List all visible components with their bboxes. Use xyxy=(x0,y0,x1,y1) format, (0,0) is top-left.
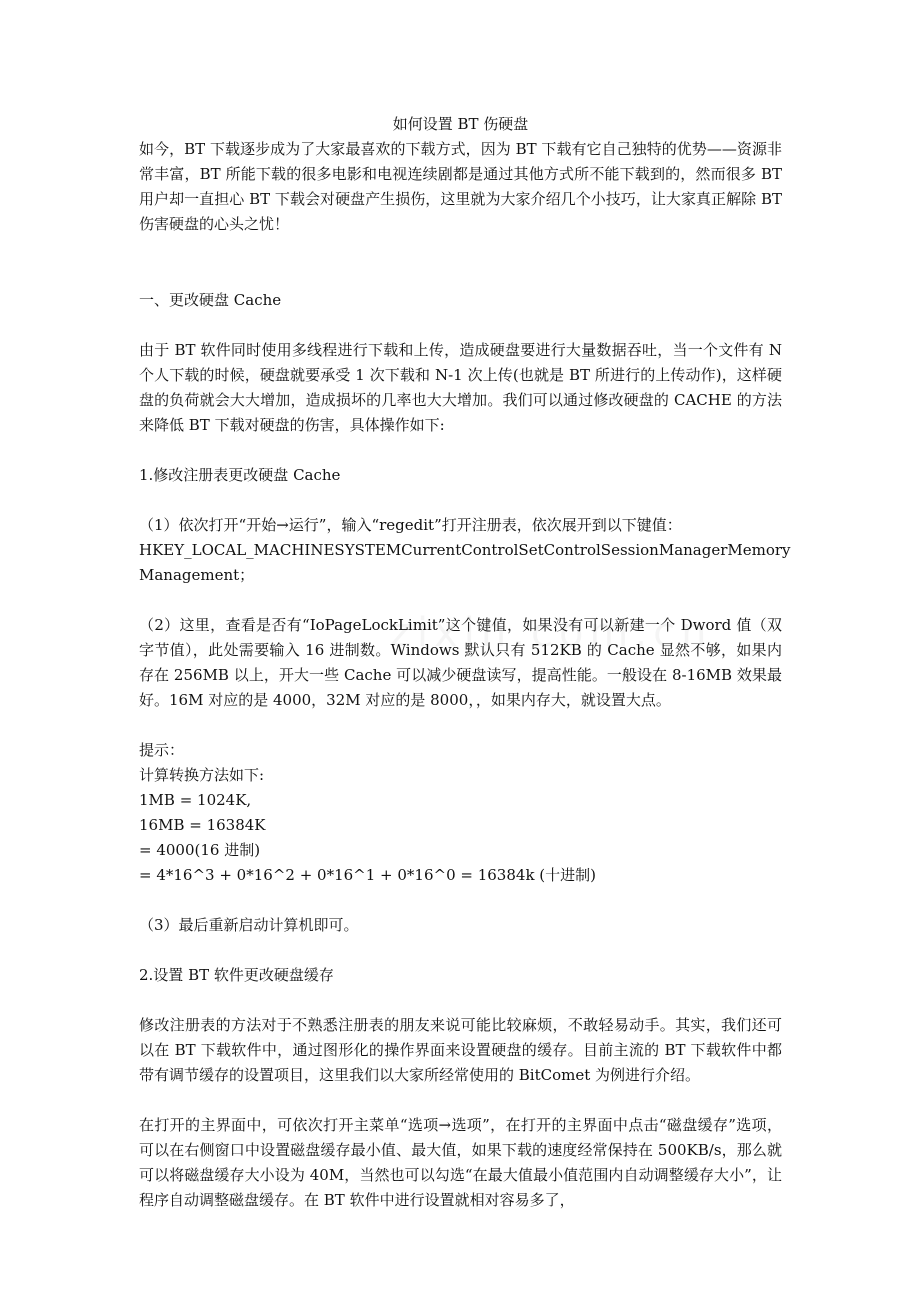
step-1-text: （1）依次打开“开始→运行”，输入“regedit”打开注册表，依次展开到以下键值： xyxy=(139,516,682,534)
document-title: 如何设置 BT 伤硬盘 xyxy=(392,115,529,133)
spacer xyxy=(139,438,782,463)
spacer xyxy=(139,888,782,913)
subsection-1-heading: 1.修改注册表更改硬盘 Cache xyxy=(139,466,341,484)
step-2-paragraph: （2）这里，查看是否有“IoPageLockLimit”这个键值，如果没有可以新建一个 Dword 值（双字节值），此处需要输入 16 进制数。Windows 默认只有 512KB 的 Cache 显然不够，如果内存在 256MB 以上，开大一些 Cache 可以减少硬盘读写，提高性能。一般设在 8-16MB 效果最好。16M 对应的是 4000，32M 对应的是 8000，，如果内存大，就设置大点。 xyxy=(139,616,782,709)
spacer xyxy=(139,988,782,1013)
tip-block xyxy=(139,738,782,888)
step-3-paragraph: （3）最后重新启动计算机即可。 xyxy=(139,916,359,934)
subsection-2-paragraph-2: 在打开的主界面中，可依次打开主菜单“选项→选项”，在打开的主界面中点击“磁盘缓存”选项，可以在右侧窗口中设置磁盘缓存最小值、最大值，如果下载的速度经常保持在 500KB/s，那么就可以将磁盘缓存大小设为 40M，当然也可以勾选“在最大值最小值范围内自动调整缓存大小”，让程序自动调整磁盘缓存。在 BT 软件中进行设置就相对容易多了， xyxy=(139,1116,782,1209)
section-1-paragraph: 由于 BT 软件同时使用多线程进行下载和上传，造成硬盘要进行大量数据吞吐，当一个文件有 N 个人下载的时候，硬盘就要承受 1 次下载和 N-1 次上传(也就是 BT 所进行的上传动作)，这样硬盘的负荷就会大大增加，造成损坏的几率也大大增加。我们可以通过修改硬盘的 CACHE 的方法来降低 BT 下载对硬盘的伤害，具体操作如下: xyxy=(139,341,782,434)
spacer xyxy=(139,713,782,738)
spacer xyxy=(139,488,782,513)
intro-paragraph: 如今，BT 下载逐步成为了大家最喜欢的下载方式，因为 BT 下载有它自己独特的优势——资源非常丰富，BT 所能下载的很多电影和电视连续剧都是通过其他方式所不能下载到的，然而很多 BT 用户却一直担心 BT 下载会对硬盘产生损伤，这里就为大家介绍几个小技巧，让大家真正解除 BT 伤害硬盘的心头之忧！ xyxy=(139,140,782,233)
spacer xyxy=(139,938,782,963)
registry-key-part-b: ManagerMemory xyxy=(658,541,791,559)
spacer xyxy=(139,588,782,613)
step-1-paragraph xyxy=(139,513,791,588)
tip-line: 计算转换方法如下: xyxy=(139,766,265,784)
section-1-heading: 一、更改硬盘 Cache xyxy=(139,291,282,309)
tip-line: = 4000(16 进制) xyxy=(139,841,261,859)
registry-key-part-c: Management； xyxy=(139,566,255,584)
registry-key-line xyxy=(139,538,791,563)
tip-line: 16MB = 16384K xyxy=(139,816,266,834)
spacer xyxy=(139,1088,782,1113)
subsection-2-paragraph-1: 修改注册表的方法对于不熟悉注册表的朋友来说可能比较麻烦，不敢轻易动手。其实，我们还可以在 BT 下载软件中，通过图形化的操作界面来设置硬盘的缓存。目前主流的 BT 下载软件中都带有调节缓存的设置项目，这里我们以大家所经常使用的 BitComet 为例进行介绍。 xyxy=(139,1016,782,1084)
tip-label: 提示： xyxy=(139,741,185,759)
tip-line: 1MB = 1024K, xyxy=(139,791,252,809)
tip-line: = 4*16^3 + 0*16^2 + 0*16^1 + 0*16^0 = 16384k (十进制) xyxy=(139,866,597,884)
registry-key-part-a: HKEY_LOCAL_MACHINESYSTEMCurrentControlSetControlSession xyxy=(139,541,659,559)
document-body xyxy=(139,112,791,1213)
spacer xyxy=(139,237,782,288)
spacer xyxy=(139,313,782,338)
subsection-2-heading: 2.设置 BT 软件更改硬盘缓存 xyxy=(139,966,334,984)
